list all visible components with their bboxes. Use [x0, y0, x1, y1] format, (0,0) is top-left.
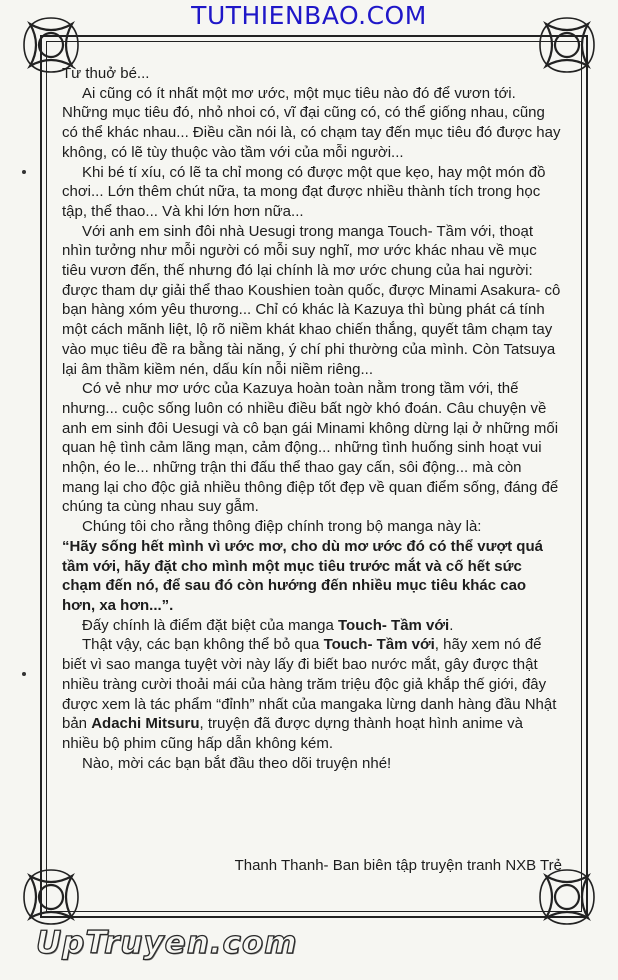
margin-dot [22, 170, 26, 174]
closing-paragraph [62, 635, 562, 753]
paragraph: Ai cũng có ít nhất một mơ ước, một mục tiêu nào đó để vươn tới. Những mục tiêu đó, nhỏ nhoi có, vĩ đại cũng có, có thể giống nhau, cũng có thể khác nhau... Điều cần nói là, có chạm tay đến mục tiêu đó được hay không, có lẽ tùy thuộc vào tầm với của mỗi người... [62, 84, 561, 161]
margin-dot [22, 672, 26, 676]
paragraph: Khi bé tí xíu, có lẽ ta chỉ mong có được một que kẹo, hay một món đồ chơi... Lớn thêm chút nữa, ta mong đạt được nhiều thành tích trong học tập, thể thao... Và khi lớn hơn nữa... [62, 163, 546, 220]
highlight-text: Đấy chính là điểm đặt biệt của manga [82, 616, 338, 634]
body-text [62, 64, 562, 773]
celtic-knot-icon [536, 866, 598, 928]
paragraph: Có vẻ như mơ ước của Kazuya hoàn toàn nằm trong tầm với, thế nhưng... cuộc sống luôn có nhiều điều bất ngờ khó đoán. Câu chuyện về anh em sinh đôi Uesugi và cô bạn gái Minami không dừng lại ở những mối quan hệ tình cảm lãng mạn, cảm động... những tình huống sinh hoạt vui nhộn, éo le... những trận thi đấu thể thao gay cấn, sôi động... mà còn mang lại cho độc giả nhiều thông điệp tốt đẹp về quan điểm sống, đáng để chúng ta cùng nhau suy gẫm. [62, 380, 559, 516]
signature: Thanh Thanh- Ban biên tập truyện tranh NXB Trẻ [234, 857, 562, 874]
site-title: TUTHIENBAO.COM [191, 1, 427, 30]
paragraph: Từ thuở bé... [62, 65, 150, 82]
highlight-end: . [449, 616, 454, 634]
celtic-knot-icon [20, 866, 82, 928]
paragraph: Chúng tôi cho rằng thông điệp chính trong bộ manga này là: [82, 518, 482, 536]
paragraph: Với anh em sinh đôi nhà Uesugi trong manga Touch- Tầm với, thoạt nhìn tưởng như mỗi người có mỗi suy nghĩ, mơ ước khác nhau về mục tiêu vươn đến, thế nhưng đó lại chính là mơ ước chung của hai người: được tham dự giải thể thao Koushien toàn quốc, được Minami Asakura- cô bạn hàng xóm yêu thương... Chỉ có khác là Kazuya thì bùng phát cá tính một cách mãnh liệt, lộ rõ niềm khát khao chiến thắng, quyết tâm chạm tay vào mục tiêu đề ra bằng tài năng, ý chí phi thường của mình. Còn Tatsuya lại âm thầm kiềm nén, dấu kín nỗi niềm riêng... [62, 222, 561, 378]
author-name: Adachi Mitsuru [91, 715, 200, 733]
closing-text-2: , hãy xem nó để biết vì sao manga tuyệt vời này lấy đi biết bao nước mắt, gây được thật nhiều tràng cười thoải mái của hàng trăm triệu độc giả khắp thế giới, đây được xem là tác phẩm “đỉnh” nhất của mangaka lừng danh hàng đầu Nhật bản [62, 636, 557, 733]
final-paragraph: Nào, mời các bạn bắt đầu theo dõi truyện nhé! [82, 754, 392, 772]
manga-title: Touch- Tầm với [337, 616, 450, 634]
highlight-paragraph [62, 616, 562, 636]
manga-title: Touch- Tầm với [323, 636, 435, 654]
watermark: UpTruyen.com [36, 925, 298, 961]
closing-text-1: Thật vậy, các bạn không thể bỏ qua [82, 636, 324, 654]
closing-text-3: , truyện đã được dựng thành hoạt hình anime và nhiều bộ phim cũng hấp dẫn không kém. [62, 715, 524, 752]
key-message-quote: “Hãy sống hết mình vì ước mơ, cho dù mơ ước đó có thể vượt quá tầm với, hãy đặt cho mình một mục tiêu trước mắt và cố hết sức chạm đến nó, để sau đó còn hướng đến nhiều mục tiêu khác cao hơn, xa hơn...”. [62, 537, 543, 614]
